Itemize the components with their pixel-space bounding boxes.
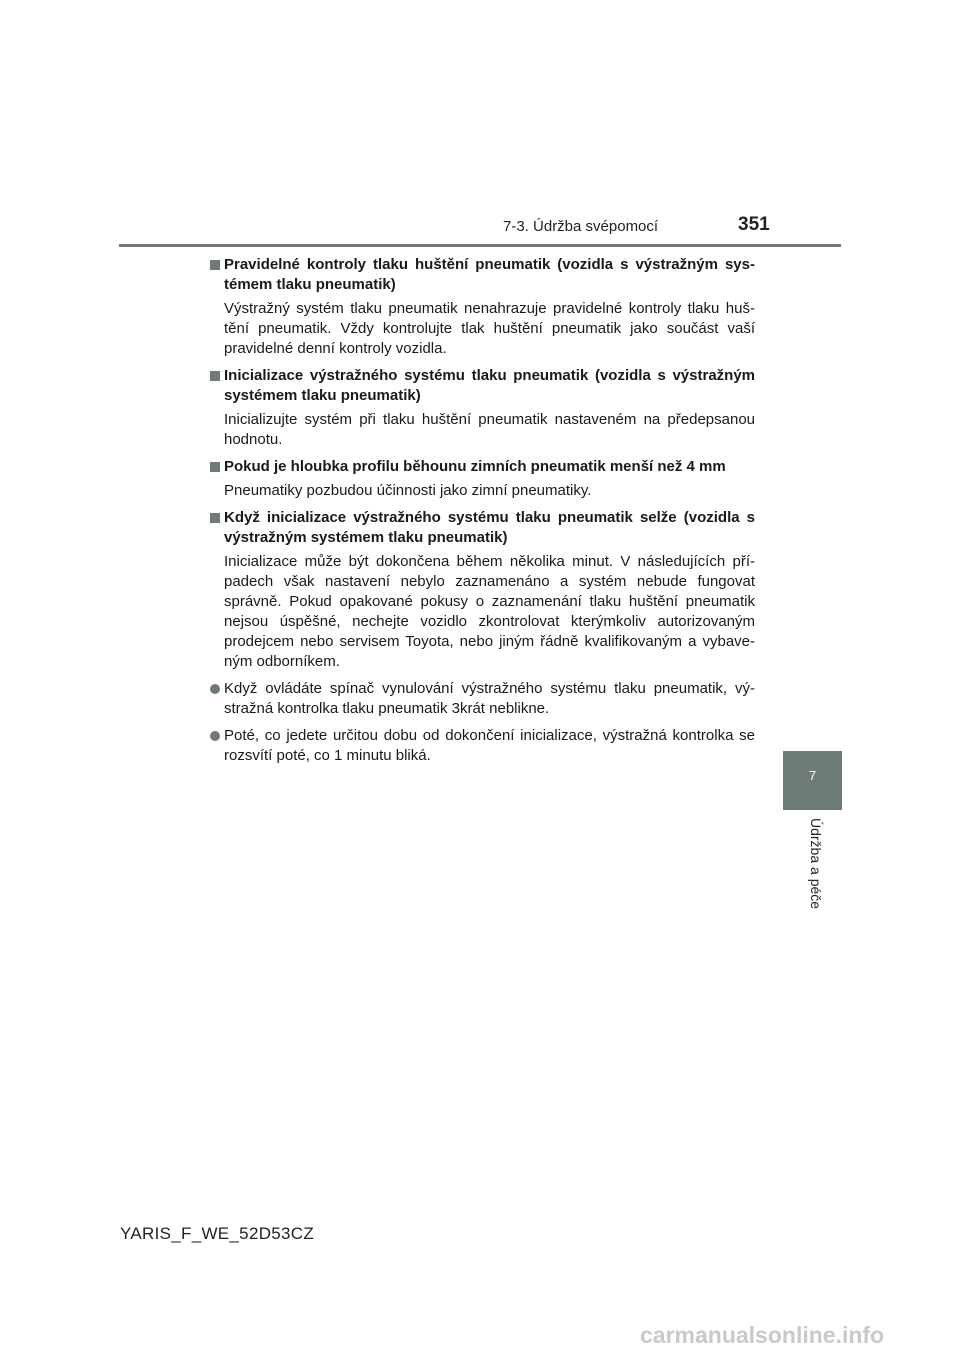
page-content (209, 255, 755, 773)
list-item (209, 726, 755, 766)
header-rule (119, 244, 841, 247)
section-heading-text: Když inicializace výstražného systému tlaku pneumatik selže (vozidla s výstražným systémem tlaku pneumatik) (224, 509, 755, 546)
chapter-tab: 7 (783, 751, 842, 810)
section-heading-text: Pokud je hloubka profilu běhounu zimních pneumatik menší než 4 mm (224, 458, 726, 475)
square-bullet-icon (210, 513, 220, 523)
section-body: Výstražný systém tlaku pneumatik nenahrazuje pravidelné kontroly tlaku huš-tění pneumatik. Vždy kontrolujte tlak huštění pneumatik jako součást vaší pravidelné denní kontroly vozidla. (224, 300, 755, 357)
section-heading (209, 366, 755, 406)
document-code: YARIS_F_WE_52D53CZ (120, 1224, 315, 1243)
square-bullet-icon (210, 462, 220, 472)
round-bullet-icon (210, 731, 220, 741)
list-item-text: Když ovládáte spínač vynulování výstražného systému tlaku pneumatik, vý-stražná kontrolka tlaku pneumatik 3krát neblikne. (224, 680, 755, 717)
section-tire-pressure-checks (209, 255, 755, 359)
section-heading-text: Inicializace výstražného systému tlaku pneumatik (vozidla s výstražným systémem tlaku pneumatik) (224, 367, 755, 404)
section-body: Inicializujte systém při tlaku huštění pneumatik nastaveném na předepsanou hodnotu. (224, 411, 755, 448)
section-body: Pneumatiky pozbudou účinnosti jako zimní pneumatiky. (224, 482, 592, 499)
section-heading (209, 457, 755, 477)
section-winter-tire-tread (209, 457, 755, 501)
section-tpws-initialization (209, 366, 755, 450)
section-heading (209, 508, 755, 548)
square-bullet-icon (210, 260, 220, 270)
section-heading (209, 255, 755, 295)
chapter-side-title: Údržba a péče (808, 818, 824, 910)
page-number: 351 (738, 214, 770, 235)
square-bullet-icon (210, 371, 220, 381)
section-body: Inicializace může být dokončena během několika minut. V následujících pří-padech však nastavení nebylo zaznamenáno a systém nebude fungovat správně. Pokud opakované pokusy o zaznamenání tlaku huštění pneumatik nejsou úspěšné, nechejte vozidlo zkontrolovat kterýmkoliv autorizovaným prodejcem nebo servisem Toyota, nebo jiným řádně kvalifikovaným a vybave-ným odborníkem. (224, 553, 755, 670)
list-item-text: Poté, co jedete určitou dobu od dokončení inicializace, výstražná kontrolka se rozsvítí poté, co 1 minutu bliká. (224, 727, 755, 764)
watermark: carmanualsonline.info (640, 1322, 885, 1348)
header-section-title: 7-3. Údržba svépomocí (503, 218, 659, 235)
list-item (209, 679, 755, 719)
round-bullet-icon (210, 684, 220, 694)
section-heading-text: Pravidelné kontroly tlaku huštění pneumatik (vozidla s výstražným sys-témem tlaku pneumatik) (224, 256, 755, 293)
section-initialization-failure (209, 508, 755, 766)
